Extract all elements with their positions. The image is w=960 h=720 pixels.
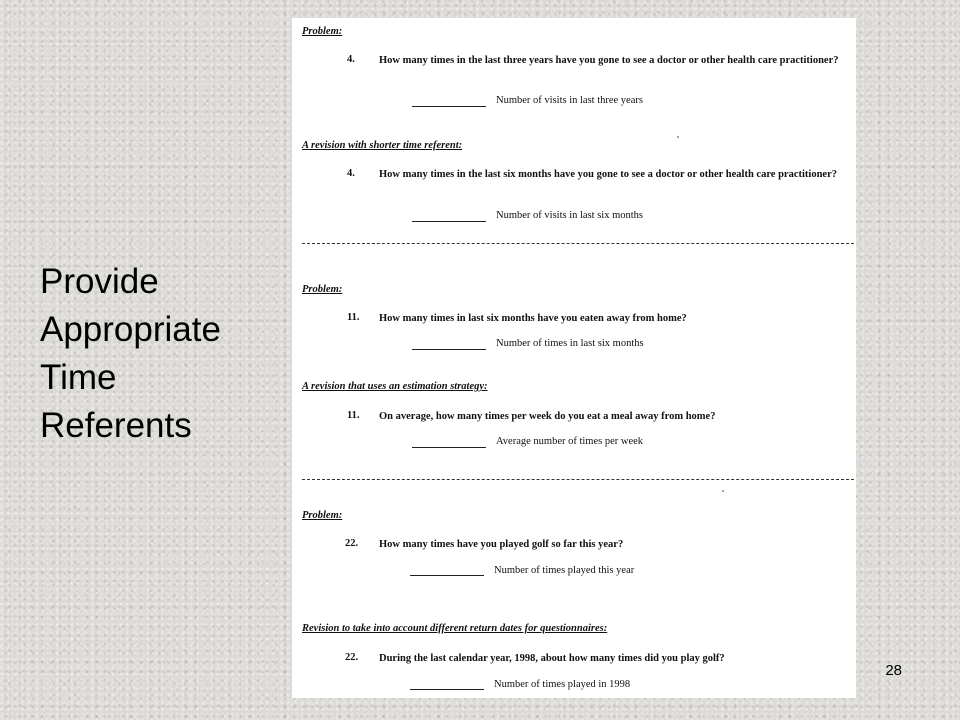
title-line-4: Referents xyxy=(40,406,192,445)
answer-label: Number of times played in 1998 xyxy=(494,679,631,690)
question-number: 4. xyxy=(347,168,355,179)
question-text: During the last calendar year, 1998, about how many times did you play golf? xyxy=(379,653,725,664)
section-heading: A revision that uses an estimation strategy: xyxy=(302,381,488,392)
slide-title xyxy=(40,258,280,450)
answer-blank xyxy=(412,349,486,350)
answer-label: Average number of times per week xyxy=(496,436,644,447)
question-text: How many times in last six months have you eaten away from home? xyxy=(379,313,687,324)
title-line-2: Appropriate xyxy=(40,310,221,349)
question-text: How many times in the last three years have you gone to see a doctor or other health care practitioner? xyxy=(379,55,839,66)
question-number: 22. xyxy=(345,652,359,663)
scan-speck xyxy=(677,136,679,138)
answer-label: Number of times in last six months xyxy=(496,338,644,349)
answer-label: Number of times played this year xyxy=(494,565,635,576)
answer-blank xyxy=(410,689,484,690)
question-number: 11. xyxy=(347,312,360,323)
question-number: 4. xyxy=(347,54,355,65)
scanned-questionnaire xyxy=(292,18,856,698)
section-heading: Problem: xyxy=(302,26,343,37)
section-heading: Problem: xyxy=(302,284,343,295)
question-text: How many times in the last six months have you gone to see a doctor or other health care practitioner? xyxy=(379,169,837,180)
section-separator xyxy=(302,479,854,480)
question-number: 22. xyxy=(345,538,359,549)
scan-speck xyxy=(722,490,724,492)
title-line-3: Time xyxy=(40,358,117,397)
section-separator xyxy=(302,243,854,244)
answer-label: Number of visits in last three years xyxy=(496,95,643,106)
answer-blank xyxy=(412,221,486,222)
title-line-1: Provide xyxy=(40,262,159,301)
question-text: On average, how many times per week do you eat a meal away from home? xyxy=(379,411,716,422)
answer-blank xyxy=(412,447,486,448)
answer-blank xyxy=(410,575,484,576)
section-heading: A revision with shorter time referent: xyxy=(302,140,463,151)
page-number: 28 xyxy=(885,662,902,679)
answer-label: Number of visits in last six months xyxy=(496,210,643,221)
answer-blank xyxy=(412,106,486,107)
question-number: 11. xyxy=(347,410,360,421)
section-heading: Revision to take into account different return dates for questionnaires: xyxy=(302,623,608,634)
section-heading: Problem: xyxy=(302,510,343,521)
question-text: How many times have you played golf so far this year? xyxy=(379,539,624,550)
